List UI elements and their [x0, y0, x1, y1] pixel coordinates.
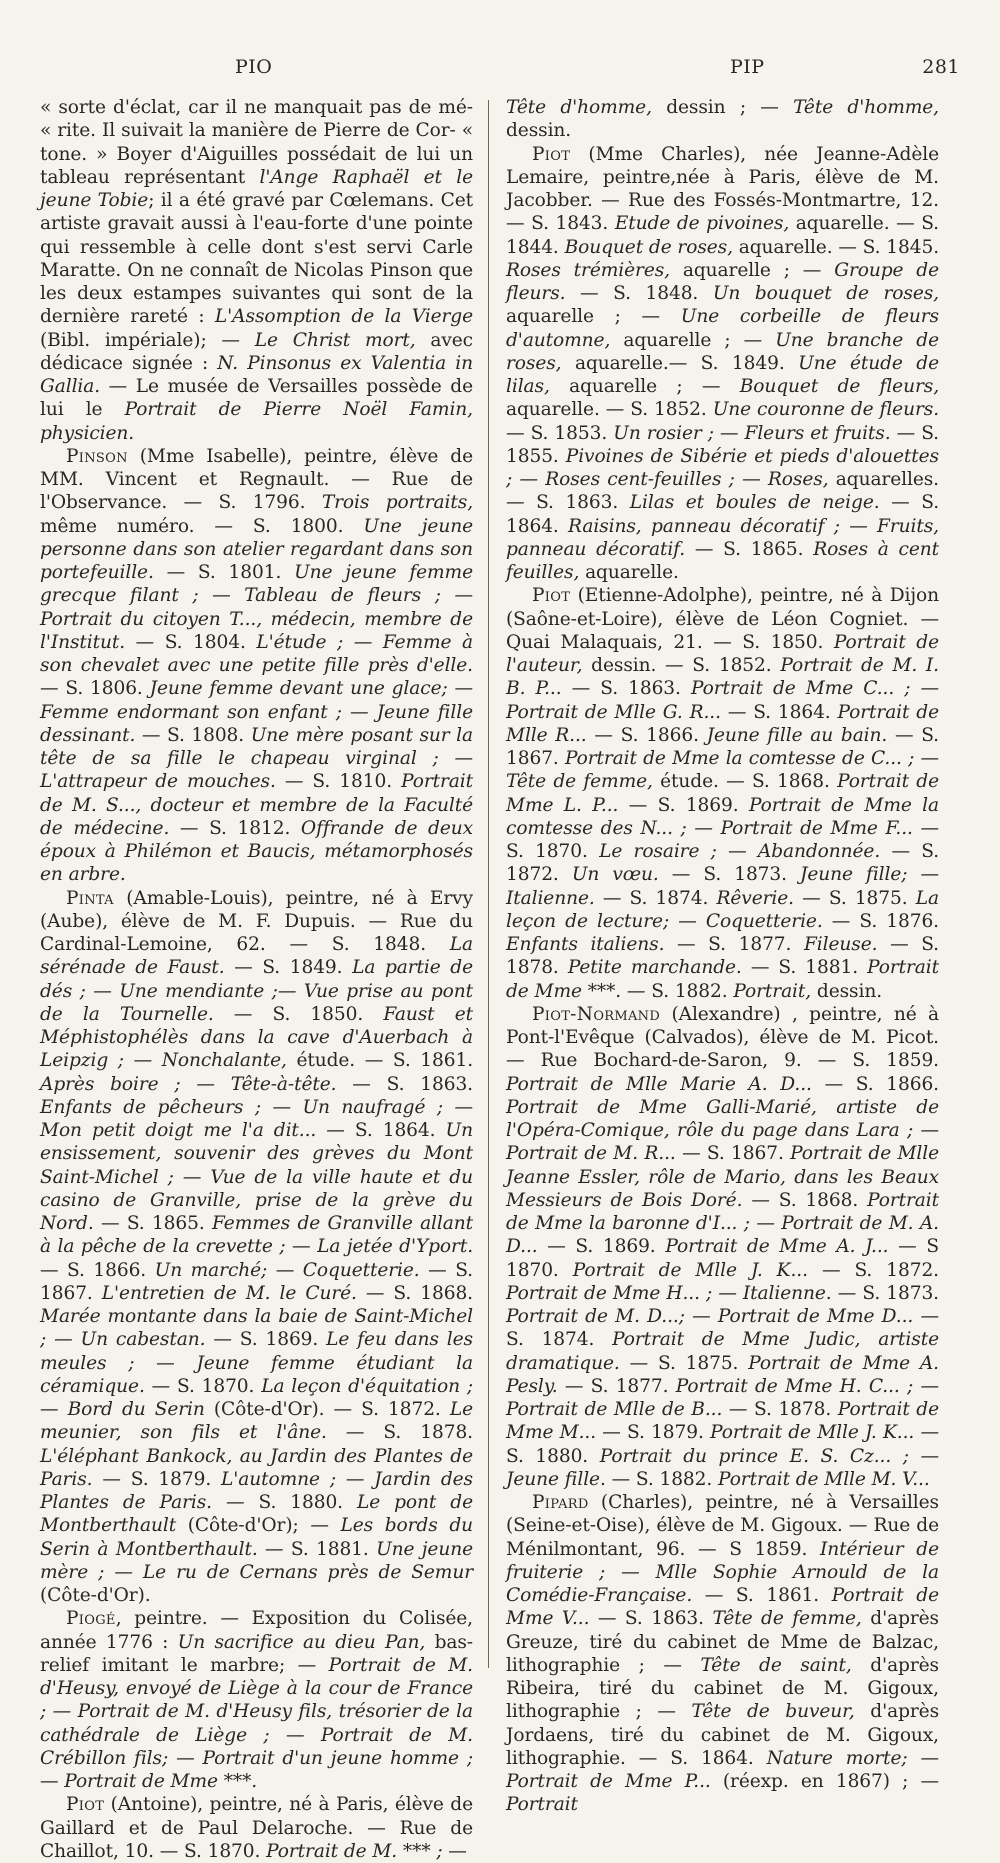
- entry-text: Femmes de Granville allant à la pêche de la crevette ; — La jetée d'Yport.: [40, 1213, 473, 1258]
- entry-text: Une jeune femme grecque filant ; — Tableau de fleurs ; — Portrait du citoyen T..., médecin, membre de l'Institut.: [40, 562, 473, 653]
- entry-text: — S. 1875.: [619, 1352, 749, 1374]
- entry-text: aquarelle.: [579, 562, 679, 583]
- entry-text: L'Assomption de la Vierge: [214, 306, 473, 328]
- running-head-right: PIP: [730, 56, 765, 78]
- entry-text: Portrait de Mme Judic, artiste dramatique.: [506, 1329, 939, 1374]
- entry-text: Portrait de Mme A. Pesly.: [506, 1352, 939, 1397]
- entry-text: — S. 1867.: [506, 724, 939, 769]
- entry-text: — S. 1873.: [831, 1282, 939, 1304]
- entry-text: d'après Ribeira, tiré du cabinet de M. Gigoux, lithographie ; —: [506, 1654, 939, 1723]
- entry-text: — S. 1866.: [40, 1259, 155, 1281]
- entry-text: — S. 1865.: [93, 1213, 213, 1234]
- entry-text: — S. 1865.: [685, 538, 814, 560]
- left-column: [40, 96, 473, 1863]
- column-divider: [488, 100, 489, 1668]
- entry-text: — S. 1881.: [741, 957, 868, 979]
- entry-text: — S. 1881.: [257, 1538, 377, 1560]
- entry-text: — S. 1874.: [594, 887, 717, 909]
- entry-text: , peintre. — Exposition du Colisée, année 1776 :: [40, 1608, 473, 1653]
- entry-text: — S. 1863.: [589, 1608, 713, 1630]
- entry-text: Rêverie.: [716, 887, 794, 909]
- entry-text: Une étude de lilas,: [506, 352, 939, 397]
- entry-text: Pivoines de Sibérie et pieds d'alouettes ; — Roses cent-feuilles ; — Roses,: [506, 445, 940, 490]
- entry-text: Un marché; — Coquetterie.: [154, 1259, 420, 1281]
- entry-text: La leçon de lecture; — Coquetterie.: [506, 887, 939, 932]
- entry-piot-normand: [506, 1003, 939, 1491]
- entry-text: — S. 1882.: [605, 1468, 719, 1490]
- entry-text: Un bouquet de roses,: [712, 283, 939, 304]
- entry-text: — S. 1875.: [793, 887, 916, 909]
- entry-text: L'automne ; — Jardin des Plantes de Paris.: [40, 1468, 473, 1513]
- entry-text: Une mère posant sur la tête de sa fille le chapeau virginal ; — L'attrapeur de mouches.: [40, 724, 473, 793]
- entry-text: (Etienne-Adolphe), peintre, né à Dijon (Saône-et-Loire), élève de Léon Cogniet. — Quai Malaquais, 21. — S. 1850.: [506, 585, 939, 653]
- entry-text: — S. 1861.: [692, 1585, 832, 1606]
- entry-name: Pipard: [532, 1492, 589, 1513]
- entry-text: Portrait de Mme H... ; — Italienne.: [506, 1282, 832, 1304]
- entry-text: — S. 1870.: [144, 1375, 262, 1397]
- entry-text: — S. 1874.: [506, 1306, 940, 1351]
- entry-text: (Mme Isabelle), peintre, élève de MM. Vincent et Regnault. — Rue de l'Observance. — S. 1796.: [40, 445, 473, 514]
- entry-text: — S. 1812.: [169, 817, 301, 839]
- entry-text: Portrait de Pierre Noël Famin, physicien.: [40, 399, 473, 444]
- entry-text: Un ensissement, souvenir des grèves du Mont Saint-Michel ; — Vue de la ville haute et du casino de Granville, prise de la grève du Nord.: [40, 1120, 473, 1234]
- entry-text: même numéro. — S. 1800.: [40, 515, 364, 537]
- entry-text: d'après Jordaens, tiré du cabinet de M. Gigoux, lithographie. — S. 1864.: [506, 1701, 940, 1769]
- entry-text: — S. 1801.: [153, 562, 295, 583]
- entry-text: Portrait de M. D...; — Portrait de Mme D...: [506, 1306, 914, 1327]
- entry-text: Portrait de Mme ***.: [506, 957, 939, 1002]
- entry-text: Offrande de deux époux à Philémon et Baucis, métamorphosés en arbre.: [40, 817, 473, 886]
- entry-text: — S. 1878.: [506, 934, 939, 979]
- entry-text: Portrait de Mlle R...: [506, 701, 939, 746]
- entry-pioge: [40, 1607, 473, 1793]
- entry-text: l'Ange Raphaël et le jeune Tobie: [40, 166, 474, 211]
- entry-name: Piogé: [66, 1608, 116, 1630]
- entry-text: (Amable-Louis), peintre, né à Ervy (Aube), élève de M. F. Dupuis. — Rue du Cardinal-Lemoine, 62. — S. 1848.: [40, 887, 473, 955]
- running-head-left: PIO: [235, 56, 273, 78]
- entry-name: Pinta: [66, 887, 114, 909]
- entry-text: Portrait de Mme C... ; — Portrait de Mlle G. R...: [506, 678, 939, 723]
- entry-text: aquarelle. — S. 1845.: [732, 236, 940, 258]
- entry-text: — S. 1882.: [621, 980, 734, 1002]
- entry-text: — S. 1880.: [506, 1422, 939, 1467]
- entry-pipard: [506, 1491, 939, 1817]
- entry-text: (Alexandre) , peintre, né à Pont-l'Evêque (Calvados), élève de M. Picot. — Rue Bochard-de-Saron, 9. — S. 1859.: [506, 1003, 939, 1072]
- entry-text: aquarelle. — S. 1844.: [506, 213, 939, 258]
- entry-text: N. Pinsonus ex Valentia in Gallia.: [40, 352, 473, 397]
- entry-text: aquarelle.— S. 1849.: [561, 352, 799, 374]
- entry-text: La partie de dés ; — Une mendiante ;— Vue prise au pont de la Tournelle.: [40, 957, 473, 1025]
- entry-text: Tête de femme,: [712, 1608, 862, 1630]
- entry-text: (Charles), peintre, né à Versailles (Seine-et-Oise), élève de M. Gigoux. — Rue de Ménilmontant, 96. — S 1859.: [506, 1492, 939, 1560]
- entry-text: L'entretien de M. le Curé.: [101, 1282, 357, 1304]
- entry-text: — S. 1864.: [506, 492, 940, 537]
- entry-text: Enfants de pêcheurs ; — Un naufragé ; — Mon petit doigt me l'a dit...: [40, 1096, 473, 1141]
- entry-text: Portrait de Mme A. J...: [665, 1236, 889, 1258]
- entry-text: Portrait: [506, 1794, 578, 1816]
- entry-piot-charles: [506, 143, 939, 585]
- entry-text: aquarelle ; —: [669, 259, 835, 281]
- entry-text: Portrait de l'auteur,: [506, 631, 940, 676]
- entry-text: étude. — S. 1861.: [286, 1050, 474, 1072]
- entry-text: aquarelle. — S. 1852.: [506, 399, 713, 421]
- entry-text: Portrait de Mlle Marie A. D...: [506, 1073, 812, 1095]
- entry-text: — S. 1878.: [326, 1422, 473, 1444]
- entry-text: — S. 1873.: [658, 864, 801, 886]
- entry-text: — S. 1855.: [506, 422, 939, 467]
- entry-text: (Mme Charles), née Jeanne-Adèle Lemaire, peintre,née à Paris, élève de M. Jacobber. — Rue des Fossés-Montmartre, 12. — S. 1843.: [506, 143, 939, 235]
- entry-name: Piot: [66, 1794, 105, 1816]
- entry-text: d'après Greuze, tiré du cabinet de Mme de Balzac, lithographie ; —: [506, 1608, 940, 1676]
- entry-text: Un vœu.: [571, 864, 659, 886]
- entry-text: Le Christ mort,: [254, 329, 416, 351]
- entry-text: Après boire ; — Tête-à-tête.: [40, 1073, 337, 1095]
- entry-text: — S. 1848.: [565, 283, 713, 304]
- right-column: [506, 96, 939, 1817]
- entry-text: Les bords du Serin à Montberthault.: [40, 1515, 473, 1560]
- entry-text: Marée montante dans la baie de Saint-Michel ; — Un cabestan.: [40, 1306, 473, 1351]
- page-number: 281: [922, 56, 960, 78]
- entry-text: Roses trémières,: [506, 259, 670, 281]
- entry-text: Jeune femme devant une glace; — Femme endormant son enfant ; — Jeune fille dessinant.: [40, 678, 473, 746]
- entry-text: étude. — S. 1868.: [652, 771, 838, 793]
- entry-text: — S. 1864.: [720, 701, 838, 723]
- entry-text: Fileuse.: [803, 934, 878, 955]
- entry-text: — S. 1850.: [213, 1003, 384, 1025]
- entry-text: — S. 1879.: [92, 1468, 222, 1490]
- entry-text: (Côte-d'Or); —: [176, 1515, 341, 1537]
- entry-text: — S. 1869.: [618, 794, 749, 816]
- entry-text: Portrait de Mme la comtesse de C... ; — Tête de femme,: [506, 748, 940, 793]
- entry-text: Portrait de M. I. B. P...: [506, 655, 939, 700]
- entry-text: —: [442, 1840, 467, 1862]
- entry-text: Le meunier, son fils et l'âne.: [40, 1399, 473, 1444]
- entry-text: « sorte d'éclat, car il ne manquait pas de mé- « rite. Il suivait la manière de Pierre de Cor- « tone. » Boyer d'Aiguilles possédait de lui un tableau représentant: [40, 97, 473, 188]
- entry-text: Portrait de Mme L. P...: [506, 771, 940, 816]
- entry-text: Tête de saint,: [700, 1654, 852, 1676]
- entry-text: Bouquet de fleurs,: [739, 376, 940, 397]
- entry-text: Un rosier ; — Fleurs et fruits.: [613, 422, 891, 444]
- entry-text: — S. 1849.: [224, 957, 353, 979]
- entry-text: Le rosaire ; — Abandonnée.: [599, 841, 881, 862]
- entry-name: Piot: [532, 585, 571, 607]
- entry-text: Petite marchande.: [567, 957, 742, 979]
- entry-text: Le feu dans les meules ; — Jeune femme étudiant la céramique.: [40, 1329, 473, 1397]
- entry-text: aquarelle ; —: [610, 329, 776, 351]
- entry-text: Une jeune personne dans son atelier regardant dans son portefeuille.: [40, 515, 473, 583]
- entry-text: Portrait du prince E. S. Cz... ; — Jeune fille.: [506, 1445, 939, 1490]
- entry-text: — S. 1867.: [675, 1143, 791, 1165]
- entry-text: Portrait de Mlle J. K...: [710, 1422, 915, 1444]
- entry-piot-etienne: [506, 584, 939, 1003]
- entry-text: — S. 1867.: [40, 1259, 473, 1304]
- entry-text: — S. 1869.: [537, 1236, 666, 1258]
- entry-text: — S 1870.: [506, 1236, 939, 1281]
- entry-text: — S. 1876.: [822, 910, 939, 932]
- entry-text: — S. 1880.: [211, 1492, 357, 1513]
- entry-pinta: [40, 887, 473, 1608]
- entry-text: Portrait de Mme Galli-Marié, artiste de l'Opéra-Comique, rôle du page dans Lara ; — Portrait de M. R...: [506, 1096, 939, 1165]
- entry-text: — Le musée de Versailles possède de lui le: [40, 376, 473, 421]
- entry-text: Le pont de Montberthault: [40, 1492, 473, 1537]
- entry-text: L'étude ; — Femme à son chevalet avec une petite fille près d'elle.: [40, 631, 473, 676]
- entry-text: Portrait de Mme la comtesse des N... ; — Portrait de Mme F...: [506, 794, 939, 839]
- entry-text: Trois portraits,: [321, 492, 473, 514]
- entry-text: — S. 1808.: [135, 724, 251, 746]
- entry-text: dessin. — S. 1852.: [582, 655, 781, 676]
- entry-text: Bouquet de roses,: [564, 236, 733, 258]
- entry-text: Une corbeille de fleurs d'automne,: [506, 306, 939, 351]
- entry-text: Groupe de fleurs.: [506, 259, 940, 304]
- entry-text: — S. 1877.: [664, 934, 804, 955]
- entry-text: (Côte-d'Or). — S. 1872.: [204, 1399, 450, 1420]
- entry-text: Raisins, panneau décoratif ; — Fruits, panneau décoratif.: [506, 515, 939, 560]
- entry-text: bas-relief imitant le marbre; —: [40, 1631, 473, 1676]
- entry-text: Portrait,: [733, 980, 812, 1002]
- entry-text: Portrait de Mme V...: [506, 1585, 939, 1630]
- entry-text: Nature morte; — Portrait de Mme P...: [506, 1747, 939, 1792]
- entry-text: Portrait de Mme la baronne d'I... ; — Portrait de M. A. D...: [506, 1189, 939, 1258]
- entry-text: Un sacrifice au dieu Pan,: [177, 1631, 426, 1653]
- entry-piot-antoine: [40, 1793, 473, 1863]
- entry-text: — S. 1872.: [506, 841, 940, 886]
- entry-text: (Bibl. impériale); —: [40, 329, 255, 351]
- entry-text: Faust et Méphistophélès dans la cave d'Auerbach à Leipzig ; — Nonchalante,: [40, 1003, 473, 1072]
- entry-text: — S. 1868.: [356, 1282, 473, 1304]
- entry-text: Portrait de M. d'Heusy, envoyé de Liège à la cour de France ; — Portrait de M. d'Heusy fils, trésorier de la cathédrale de Liège ; — Portrait de M. Crébillon fils; — Portrait d'un jeune homme ; — Portrait de Mme ***.: [40, 1654, 473, 1792]
- entry-text: — S. 1872.: [807, 1259, 939, 1281]
- entry-text: dessin.: [506, 120, 572, 142]
- entry-text: Intérieur de fruiterie ; — Mlle Sophie Arnould de la Comédie-Française.: [506, 1538, 939, 1606]
- entry-text: — S. 1869.: [205, 1329, 327, 1351]
- entry-text: dessin.: [811, 980, 883, 1002]
- entry-name: Piot-Normand: [532, 1003, 661, 1025]
- entry-text: — S. 1864.: [316, 1120, 446, 1141]
- entry-text: aquarelle ; —: [506, 306, 681, 328]
- entry-text: Une couronne de fleurs.: [712, 399, 940, 421]
- entry-text: avec dédicace signée :: [40, 329, 473, 374]
- entry-text: Portrait de Mme M...: [506, 1399, 940, 1444]
- entry-text: La sérénade de Faust.: [40, 934, 473, 979]
- entry-text: Une jeune mère ; — Le ru de Cernans près de Semur: [40, 1538, 473, 1583]
- entry-text: Portrait de M. *** ;: [266, 1840, 443, 1862]
- entry-name: Pinson: [66, 445, 128, 467]
- entry-text: Portrait de Mme H. C... ; — Portrait de Mlle de B...: [506, 1375, 939, 1420]
- entry-text: Portrait de Mlle J. K...: [572, 1259, 808, 1281]
- entry-text: Etude de pivoines,: [614, 213, 790, 235]
- entry-text: dessin ; —: [651, 97, 794, 118]
- entry-text: Une branche de roses,: [506, 329, 939, 374]
- entry-text: Jeune fille au bain.: [706, 724, 888, 746]
- entry-text: Enfants italiens.: [506, 934, 665, 955]
- entry-text: La leçon d'équitation ; — Bord du Serin: [40, 1375, 473, 1420]
- entry-text: — S. 1870.: [506, 817, 939, 862]
- entry-text: — S. 1863.: [561, 678, 691, 700]
- entry-text: (Côte-d'Or).: [40, 1585, 151, 1606]
- entry-text: Lilas et boules de neige.: [629, 492, 880, 514]
- entry-text: aquarelles. — S. 1863.: [506, 469, 939, 514]
- running-header: [40, 56, 960, 86]
- entry-text: Roses à cent feuilles,: [506, 538, 939, 583]
- entry-text: — S. 1804.: [125, 631, 257, 653]
- entry-text: — S. 1853.: [506, 422, 614, 444]
- entry-text: — S. 1868.: [742, 1189, 868, 1211]
- entry-text: — S. 1866.: [811, 1073, 939, 1095]
- entry-text: Tête de buveur,: [691, 1701, 855, 1723]
- entry-text: (Antoine), peintre, né à Paris, élève de Gaillard et de Paul Delaroche. — Rue de Chaillot, 10. — S. 1870.: [40, 1794, 473, 1862]
- entry-text: — S. 1810.: [275, 771, 402, 793]
- entry-cont2: [506, 96, 939, 143]
- entry-pinson: [40, 445, 473, 887]
- entry-text: Portrait de Mlle Jeanne Essler, rôle de Mario, dans les Beaux Messieurs de Bois Doré.: [506, 1143, 939, 1211]
- entry-text: ; il a été gravé par Cœlemans. Cet artiste gravait aussi à l'eau-forte d'une pointe qui ressemble à celle dont s'est servi Carle Maratte. On ne connaît de Nicolas Pinson que les deux estampes suivantes qui sont de la dernière rareté :: [40, 190, 473, 328]
- entry-text: Tête d'homme,: [506, 97, 652, 118]
- entry-text: Tête d'homme,: [793, 97, 939, 118]
- entry-text: — S. 1877.: [557, 1375, 676, 1397]
- entry-name: Piot: [532, 143, 571, 165]
- entry-text: Portrait de Mlle M. V...: [718, 1468, 930, 1490]
- entry-text: L'éléphant Bankock, au Jardin des Plantes de Paris.: [40, 1445, 473, 1490]
- entry-text: — S. 1866.: [586, 724, 707, 746]
- entry-text: aquarelle ; —: [549, 376, 740, 397]
- entry-text: (réexp. en 1867) ; —: [710, 1771, 939, 1792]
- entry-text: Jeune fille; — Italienne.: [506, 864, 939, 909]
- entry-text: — S. 1863.: [336, 1073, 473, 1095]
- entry-text: — S. 1806.: [40, 678, 150, 700]
- entry-cont: [40, 96, 473, 445]
- entry-text: Portrait de M. S..., docteur et membre de la Faculté de médecine.: [40, 771, 473, 839]
- entry-text: — S. 1879.: [596, 1422, 711, 1444]
- entry-text: — S. 1878.: [722, 1399, 838, 1420]
